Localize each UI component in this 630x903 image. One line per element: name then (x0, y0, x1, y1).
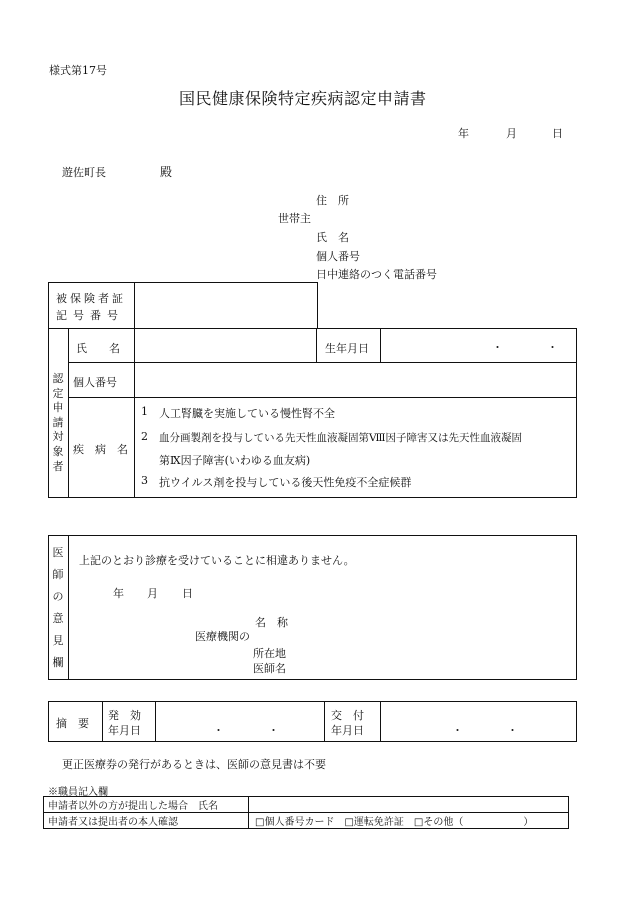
disease-2-number: 2 (141, 430, 148, 443)
page-title: 国民健康保険特定疾病認定申請書 (179, 89, 427, 108)
disease-2-line1: 血分画製剤を投与している先天性血液凝固第Ⅷ因子障害又は先天性血液凝固 (159, 432, 523, 444)
form-number: 様式第17号 (49, 64, 107, 77)
staff-row1-field[interactable] (249, 797, 569, 813)
disease-1-number: 1 (141, 405, 148, 418)
subject-section-label: 認定申請対象者 (52, 372, 64, 473)
staff-row2-label: 申請者又は提出者の本人確認 (44, 813, 249, 829)
staff-heading: ※職員記入欄 (48, 787, 108, 798)
doctor-date-year: 年 (113, 587, 124, 600)
staff-row2-options[interactable]: □個人番号カード □運転免許証 □その他（ ） (249, 813, 569, 829)
disease-label: 疾 病 名 (73, 443, 128, 456)
disease-3: 抗ウイルス剤を投与している後天性免疫不全症候群 (159, 476, 412, 489)
insurance-label-line1: 被保険者証 (56, 292, 126, 305)
disease-1: 人工腎臓を実施している慢性腎不全 (159, 407, 335, 420)
birthdate-field[interactable]: ・ ・ (492, 341, 558, 354)
institution-label: 医療機関の (195, 630, 250, 643)
date-year: 年 (458, 127, 469, 140)
address-label: 住 所 (316, 194, 349, 207)
subject-name-label: 氏 名 (76, 342, 120, 355)
staff-row1-label: 申請者以外の方が提出した場合 氏名 (44, 797, 249, 813)
applicant-name-label: 氏 名 (316, 231, 349, 244)
issue-label-line2: 年月日 (331, 724, 364, 737)
institution-name-label: 名 称 (255, 616, 288, 629)
doctor-section-label: 医師の意見欄 (52, 546, 64, 669)
household-head-label: 世帯主 (278, 212, 311, 225)
disease-2-line2: 第Ⅸ因子障害(いわゆる血友病) (159, 454, 311, 467)
disease-3-number: 3 (141, 474, 148, 487)
date-month: 月 (506, 127, 517, 140)
doctor-name-label: 医師名 (253, 662, 286, 675)
summary-label: 摘 要 (56, 717, 89, 730)
applicant-phone-label: 日中連絡のつく電話番号 (316, 268, 437, 281)
effective-label-line1: 発 効 (108, 709, 141, 722)
applicant-mynumber-label: 個人番号 (316, 250, 360, 263)
doctor-date-month: 月 (147, 587, 158, 600)
note-text: 更正医療券の発行があるときは、医師の意見書は不要 (62, 758, 326, 771)
effective-date-field[interactable]: ・ ・ (213, 724, 279, 737)
honorific: 殿 (160, 165, 173, 179)
doctor-statement: 上記のとおり診療を受けていることに相違ありません。 (79, 554, 355, 567)
doctor-date-day: 日 (182, 587, 193, 600)
institution-location-label: 所在地 (253, 647, 286, 660)
staff-table (43, 796, 569, 829)
addressee: 遊佐町長 (62, 166, 106, 179)
issue-label-line1: 交 付 (331, 709, 364, 722)
effective-label-line2: 年月日 (108, 724, 141, 737)
insurance-label-line2: 記号番号 (56, 309, 124, 322)
date-day: 日 (552, 127, 563, 140)
issue-date-field[interactable]: ・ ・ (452, 724, 518, 737)
birthdate-label: 生年月日 (325, 342, 369, 355)
subject-mynumber-label: 個人番号 (73, 376, 117, 389)
